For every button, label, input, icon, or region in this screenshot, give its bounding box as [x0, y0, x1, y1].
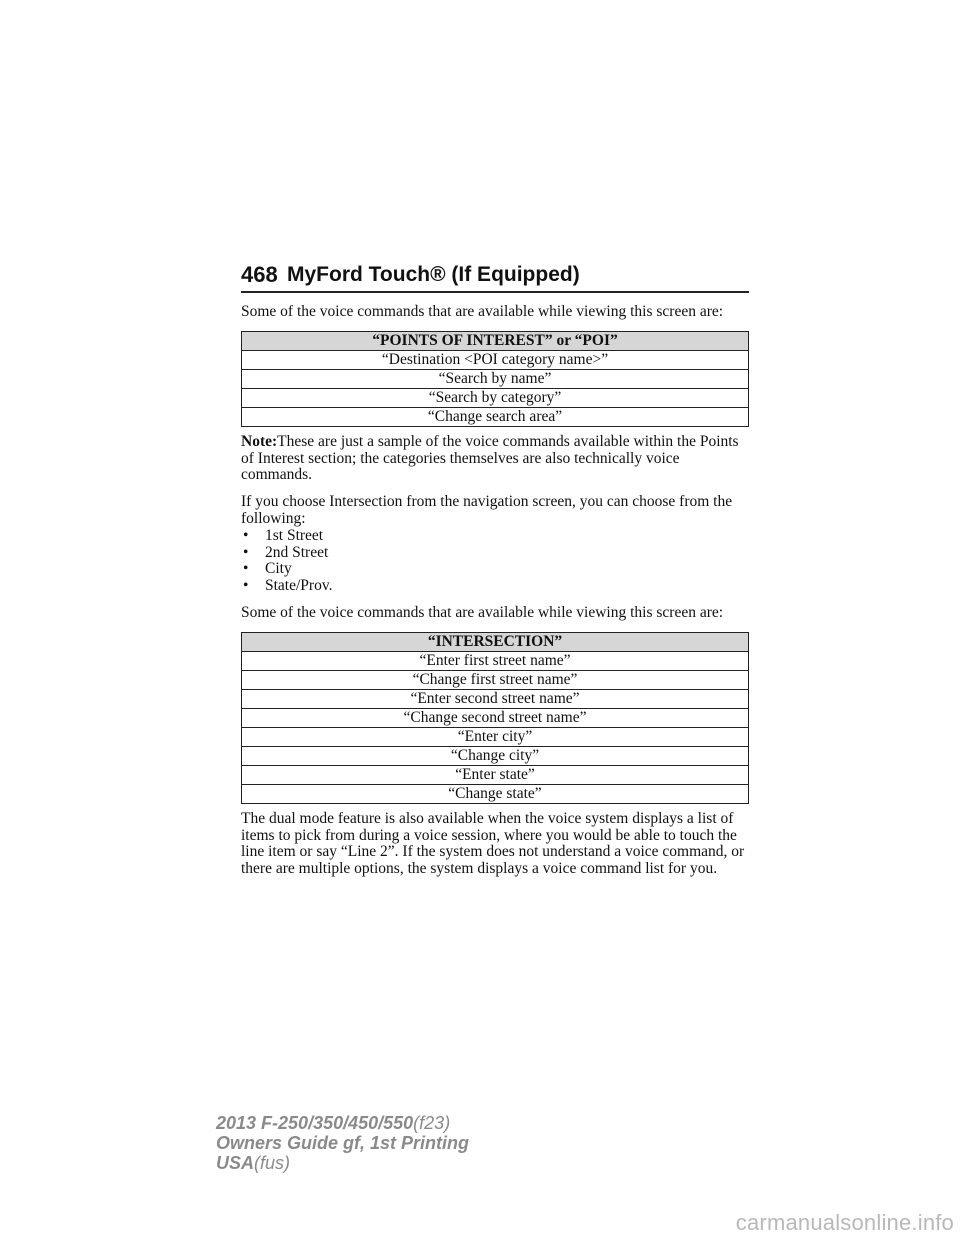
print-footer	[216, 1113, 469, 1173]
page-content	[241, 304, 753, 888]
footer-model: 2013 F-250/350/450/550	[216, 1113, 414, 1133]
bullet-list	[241, 528, 753, 595]
list-item: • State/Prov.	[243, 577, 333, 595]
intro-paragraph: Some of the voice commands that are available while viewing this screen are:	[241, 303, 724, 320]
table-row: “Search by category”	[242, 388, 749, 407]
table-row: “Change city”	[242, 746, 749, 765]
table-heading: “POINTS OF INTEREST” or “POI”	[242, 331, 749, 350]
note-text: These are just a sample of the voice commands available within the Points of Interest section; the categories themselves are also technically voice commands.	[241, 432, 739, 484]
table-row: “Search by name”	[242, 369, 749, 388]
table-row: “Change first street name”	[242, 670, 749, 689]
table-row: “Destination <POI category name>”	[242, 350, 749, 369]
footer-model-code: (f23)	[413, 1113, 451, 1133]
list-item: • 2nd Street	[243, 543, 329, 561]
table-row: “Enter state”	[242, 765, 749, 784]
intersection-intro: If you choose Intersection from the navigation screen, you can choose from the following:	[241, 493, 733, 527]
section-title: MyFord Touch® (If Equipped)	[287, 263, 580, 286]
page-number: 468	[241, 262, 278, 287]
table-row: “Enter city”	[242, 727, 749, 746]
bullet-icon: •	[243, 577, 249, 595]
intersection-commands-table	[241, 632, 749, 804]
table-row: “Enter second street name”	[242, 689, 749, 708]
table-row: “Enter first street name”	[242, 651, 749, 670]
table-row: “Change state”	[242, 784, 749, 803]
page-header	[241, 262, 749, 302]
bullet-icon: •	[243, 560, 249, 578]
footer-printing: Owners Guide gf, 1st Printing	[216, 1133, 470, 1153]
table-row: “Change search area”	[242, 407, 749, 426]
bullet-icon: •	[243, 543, 249, 561]
note-paragraph	[241, 434, 753, 484]
list-item: • 1st Street	[243, 526, 324, 544]
list-item: • City	[243, 560, 292, 578]
closing-paragraph: The dual mode feature is also available when the voice system displays a list of items to pick from during a voice session, where you would be able to touch the line item or say “Line 2”. If the system does not understand a voice command, or there are multiple options, the system displays a voice command list for you.	[241, 809, 745, 878]
intro-paragraph-2: Some of the voice commands that are available while viewing this screen are:	[241, 603, 724, 621]
footer-market-code: (fus)	[254, 1153, 291, 1173]
table-row: “Change second street name”	[242, 708, 749, 727]
footer-market: USA	[216, 1153, 255, 1173]
watermark-text: carmanualsonline.info	[735, 1210, 954, 1235]
table-heading: “INTERSECTION”	[242, 632, 749, 651]
note-label: Note:	[241, 432, 278, 450]
header-rule	[241, 291, 749, 293]
bullet-icon: •	[243, 526, 249, 544]
poi-commands-table	[241, 331, 749, 427]
